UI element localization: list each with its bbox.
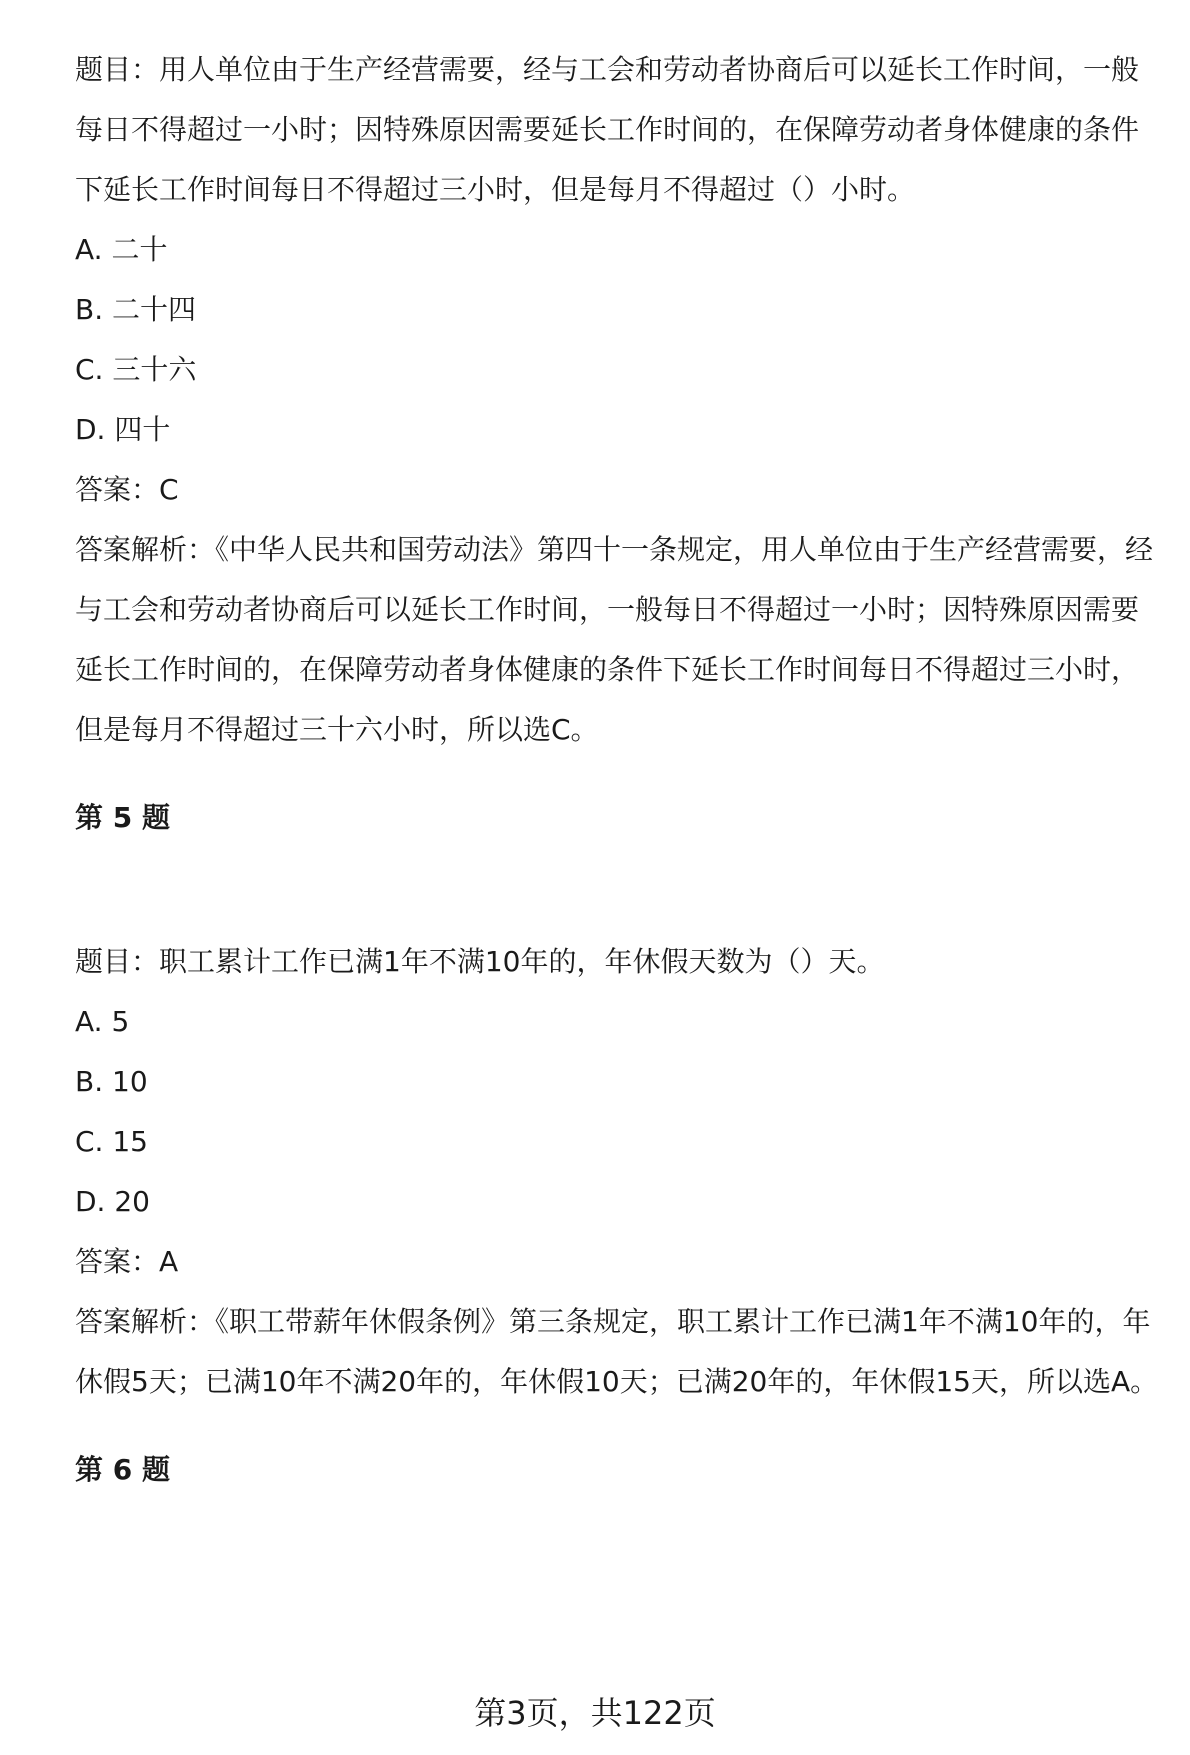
question-5-answer: 答案：A [75,1245,179,1278]
question-4-option-b: B. 二十四 [75,293,197,326]
question-5-option-b: B. 10 [75,1065,148,1098]
spacer [75,848,1165,932]
question-5-option-d: D. 20 [75,1185,150,1218]
question-4-analysis: 答案解析：《中华人民共和国劳动法》第四十一条规定，用人单位由于生产经营需要，经与工会和劳动者协商后可以延长工作时间，一般每日不得超过一小时；因特殊原因需要延长工作时间的，在保障劳动者身体健康的条件下延长工作时间每日不得超过三小时，但是每月不得超过三十六小时，所以选C。 [75,533,1154,746]
question-5-option-c: C. 15 [75,1125,148,1158]
spacer [75,760,1165,788]
question-5-option-a: A. 5 [75,1005,130,1038]
question-5-analysis: 答案解析：《职工带薪年休假条例》第三条规定，职工累计工作已满1年不满10年的，年休假5天；已满10年不满20年的，年休假10天；已满20年的，年休假15天，所以选A。 [75,1305,1159,1398]
question-4-option-c: C. 三十六 [75,353,197,386]
question-5-text: 题目：职工累计工作已满1年不满10年的，年休假天数为（）天。 [75,945,885,978]
question-6-heading: 第 6 题 [75,1453,170,1486]
question-4-text: 题目：用人单位由于生产经营需要，经与工会和劳动者协商后可以延长工作时间，一般每日不得超过一小时；因特殊原因需要延长工作时间的，在保障劳动者身体健康的条件下延长工作时间每日不得超过三小时，但是每月不得超过（）小时。 [75,53,1140,206]
spacer [75,1412,1165,1440]
question-5-heading: 第 5 题 [75,801,170,834]
question-4-option-a: A. 二十 [75,233,168,266]
question-4-option-d: D. 四十 [75,413,171,446]
document-page [75,40,1165,1500]
page-number-footer: 第3页，共122页 [474,1694,716,1732]
question-4-answer: 答案：C [75,473,179,506]
